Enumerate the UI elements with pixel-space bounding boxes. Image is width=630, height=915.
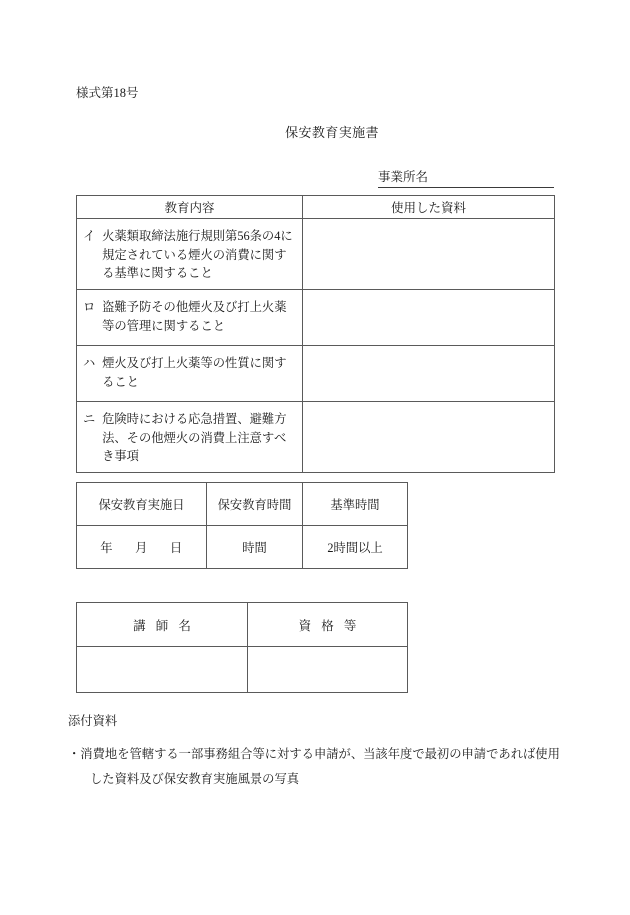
item-body: 火薬類取締法施行規則第56条の4に規定されている煙火の消費に関する基準に関すること	[102, 229, 293, 281]
table-row	[77, 290, 555, 346]
table-row	[77, 219, 555, 290]
education-item-text	[83, 298, 296, 335]
qualification-cell[interactable]	[248, 647, 408, 693]
table-row	[77, 526, 408, 569]
schedule-table	[76, 482, 408, 569]
table-header-row	[77, 483, 408, 526]
item-marker: ハ	[83, 356, 96, 371]
column-header-qualification: 資 格 等	[248, 603, 408, 647]
page-title-text: 保安教育実施書	[285, 125, 379, 140]
attachments-note	[68, 742, 568, 791]
office-name-label: 事業所名	[378, 170, 429, 184]
date-day-label: 日	[169, 541, 183, 555]
attachments-label: 添付資料	[68, 714, 118, 728]
item-marker: ロ	[83, 300, 96, 315]
column-header-materials-used: 使用した資料	[303, 196, 555, 219]
column-header-implementation-date: 保安教育実施日	[77, 483, 207, 526]
education-item-text	[83, 227, 296, 283]
date-year-label: 年	[100, 541, 114, 555]
standard-hours-cell: 2時間以上	[303, 526, 408, 569]
education-item-cell	[77, 290, 303, 346]
materials-used-cell[interactable]	[303, 402, 555, 473]
lecturer-table	[76, 602, 408, 693]
form-number: 様式第18号	[76, 86, 139, 100]
office-name-field[interactable]	[378, 167, 554, 188]
lecturer-name-cell[interactable]	[77, 647, 248, 693]
item-marker: ニ	[83, 412, 96, 427]
item-body: 盗難予防その他煙火及び打上火薬等の管理に関すること	[102, 300, 287, 333]
table-header-row	[77, 603, 408, 647]
materials-used-cell[interactable]	[303, 346, 555, 402]
materials-used-cell[interactable]	[303, 290, 555, 346]
education-item-cell	[77, 402, 303, 473]
item-marker: イ	[83, 229, 96, 243]
item-body: 危険時における応急措置、避難方法、その他煙火の消費上注意すべき事項	[102, 412, 287, 464]
education-hours-cell[interactable]: 時間	[207, 526, 303, 569]
attachments-note-line-1: ・消費地を管轄する一部事務組合等に対する申請が、当該年度で最初の申請であれば使用	[68, 747, 560, 761]
education-contents-table	[76, 195, 555, 473]
table-row	[77, 346, 555, 402]
implementation-date-cell[interactable]	[77, 526, 207, 569]
table-row	[77, 402, 555, 473]
education-item-text	[83, 410, 296, 466]
page-title	[0, 122, 630, 141]
item-body: 煙火及び打上火薬等の性質に関すること	[102, 356, 287, 389]
date-placeholder-group	[89, 538, 193, 556]
education-item-cell	[77, 219, 303, 290]
date-month-label: 月	[135, 541, 148, 555]
table-row	[77, 647, 408, 693]
table-header-row	[77, 196, 555, 219]
education-item-cell	[77, 346, 303, 402]
column-header-standard-hours: 基準時間	[303, 483, 408, 526]
column-header-education-content: 教育内容	[77, 196, 303, 219]
education-item-text	[83, 354, 296, 391]
column-header-education-hours: 保安教育時間	[207, 483, 303, 526]
attachments-note-line-2: した資料及び保安教育実施風景の写真	[90, 771, 300, 786]
column-header-lecturer-name: 講 師 名	[77, 603, 248, 647]
materials-used-cell[interactable]	[303, 219, 555, 290]
